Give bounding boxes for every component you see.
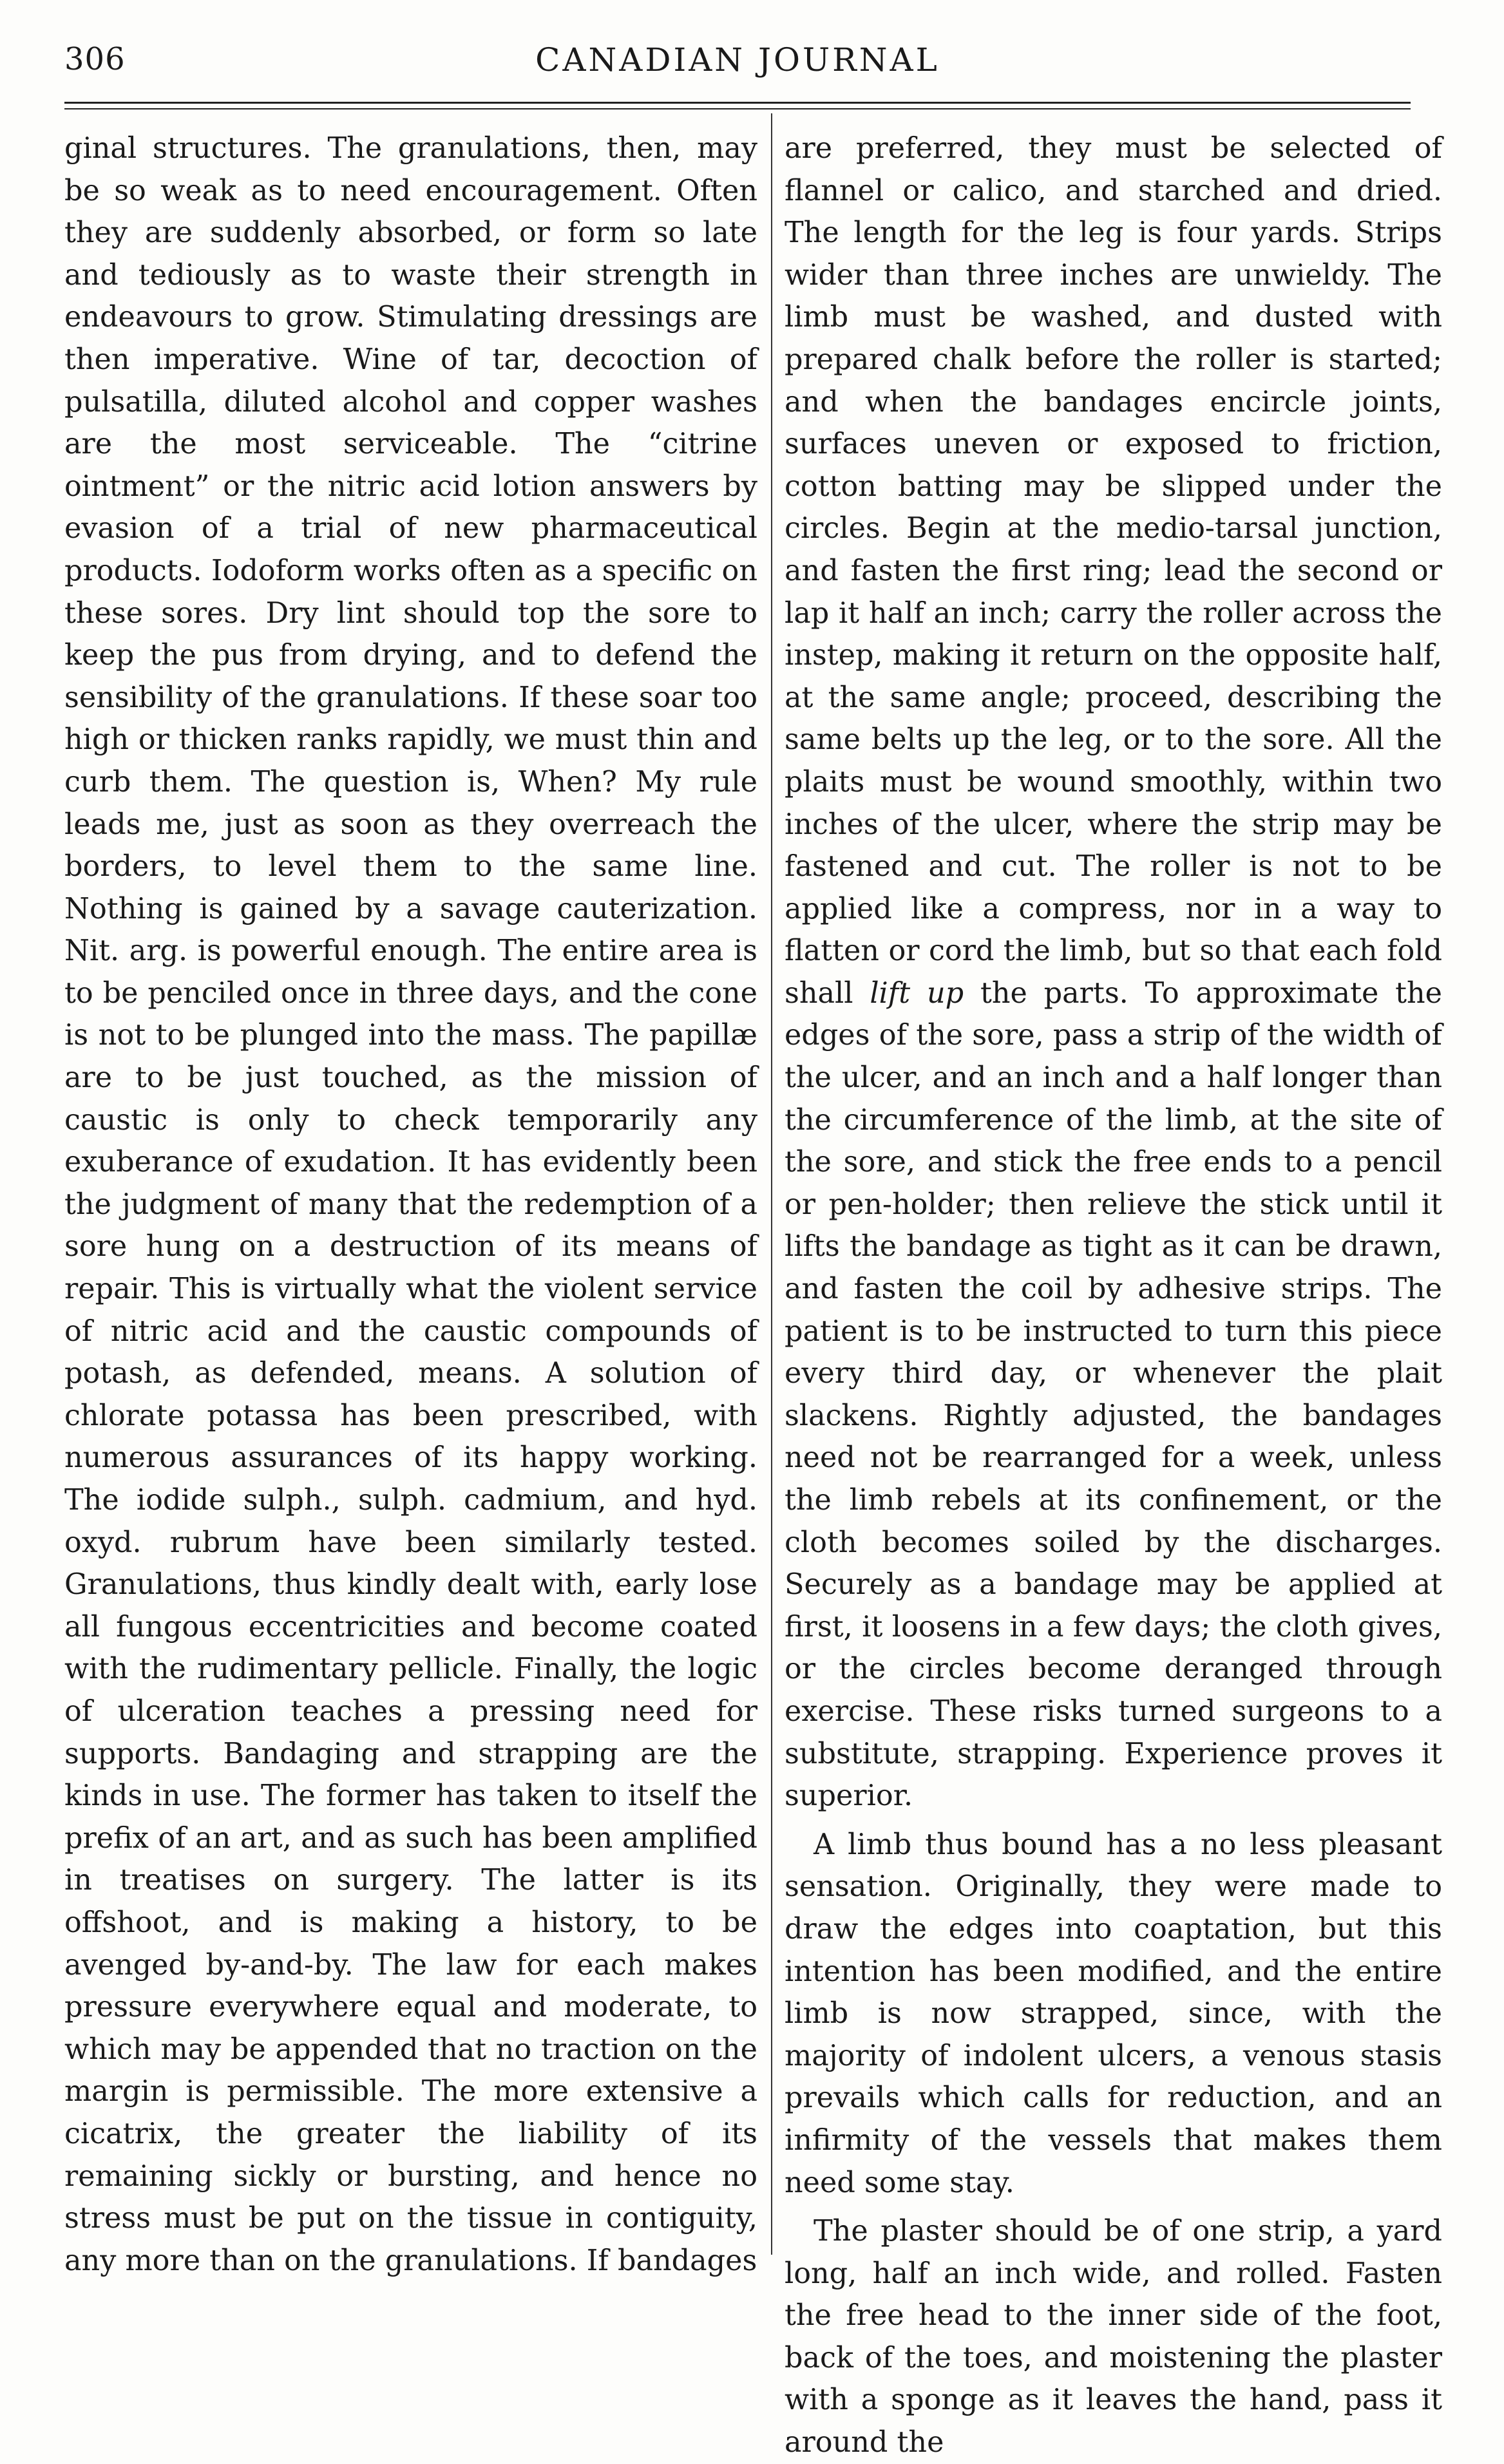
left-paragraph-1: ginal structures. The granulations, then, may be so weak as to need encouragement. Often they are suddenly absorbed, or form so late and tediously as to waste their strength in endeavours to grow. Stimulating dressings are then imperative. Wine of tar, decoction of pulsatilla, diluted alcohol and copper washes are the most serviceable. The “citrine ointment” or the nitric acid lotion answers by evasion of a trial of new pharmaceutical products. Iodoform works often as a specific on these sores. Dry lint should top the sore to keep the pus from drying, and to defend the sensibility of the granulations. If these soar too high or thicken ranks rapidly, we must thin and curb them. The question is, When? My rule leads me, just as soon as they overreach the borders, to level them to the same line. Nothing is gained by a savage cauterization. Nit. arg. is powerful enough. The entire area is to be penciled once in three days, and the cone is not to be plunged into the mass. The papillæ are to be just touched, as the mission of caustic is only to check temporarily any exuberance of exudation. It has evidently been the judgment of many that the redemption of a sore hung on a destruction of its means of repair. This is virtually what the violent service of nitric acid and the caustic compounds of potash, as defended, means. A solution of chlorate potassa has been prescribed, with numerous assurances of its happy working. The iodide sulph., sulph. cadmium, and hyd. oxyd. rubrum have been similarly tested. Granulations, thus kindly dealt with, early lose all fungous eccentricities and become coated with the rudimentary pellicle. Finally, the logic of ulceration teaches a pressing need for supports. Bandaging and strapping are the kinds in use. The former has taken to itself the prefix of an art, and as such has been amplified in treatises on surgery. The latter is its offshoot, and is making a history, to be avenged by-and-by. The law for each makes pressure everywhere equal and moderate, to which may be appended that no traction on the margin is permissible. The more extensive a cicatrix, the greater the liability of its remaining sickly or bursting, and hence no stress must be put on the tissue in contiguity, any more than on the granulations. If bandages: [64, 132, 757, 2277]
right-paragraph-3: The plaster should be of one strip, a yard long, half an inch wide, and rolled. Fasten the free head to the inner side of the foot, back of the toes, and moistening the plaster with a sponge as it leaves the hand, pass it around the: [785, 2215, 1442, 2459]
right-column: [785, 128, 1443, 2459]
right-paragraph-1: [785, 128, 1442, 1817]
right-paragraph-1-italic: lift up: [870, 976, 964, 1010]
running-title: CANADIAN JOURNAL: [535, 41, 940, 79]
page-header: [64, 41, 1411, 86]
right-paragraph-1-text-b: the parts. To approximate the edges of the sore, pass a strip of the width of the ulcer, and an inch and a half longer than the circumference of the limb, at the site of the sore, and stick the free ends to a pencil or pen-holder; then relieve the stick until it lifts the bandage as tight as it can be drawn, and fasten the coil by adhesive strips. The patient is to be instructed to turn this piece every third day, or whenever the plait slackens. Rightly adjusted, the bandages need not be rearranged for a week, unless the limb rebels at its confinement, or the cloth becomes soiled by the discharges. Securely as a bandage may be applied at first, it loosens in a few days; the cloth gives, or the circles become deranged through exercise. These risks turned surgeons to a substitute, strapping. Experience proves it superior.: [785, 976, 1443, 1813]
right-paragraph-2: A limb thus bound has a no less pleasant sensation. Originally, they were made to draw the edges into coaptation, but this intention has been modified, and the entire limb is now strapped, since, with the majority of indolent ulcers, a venous stasis prevails which calls for reduction, and an infirmity of the vessels that makes them need some stay.: [785, 1828, 1442, 2199]
header-rule-top: [64, 102, 1411, 104]
page-number: 306: [64, 41, 126, 77]
right-paragraph-1-text-a: are preferred, they must be selected of flannel or calico, and starched and dried. The length for the leg is four yards. Strips wider than three inches are unwieldy. The limb must be washed, and dusted with prepared chalk before the roller is started; and when the bandages encircle joints, surfaces uneven or exposed to friction, cotton batting may be slipped under the circles. Begin at the medio-tarsal junction, and fasten the first ring; lead the second or lap it half an inch; carry the roller across the instep, making it return on the opposite half, at the same angle; proceed, describing the same belts up the leg, or to the sore. All the plaits must be wound smoothly, within two inches of the ulcer, where the strip may be fastened and cut. The roller is not to be applied like a compress, nor in a way to flatten or cord the limb, but so that each fold shall: [785, 132, 1442, 1010]
column-divider: [771, 113, 772, 2255]
left-column: [64, 128, 757, 2277]
header-rule-bottom: [64, 108, 1411, 109]
